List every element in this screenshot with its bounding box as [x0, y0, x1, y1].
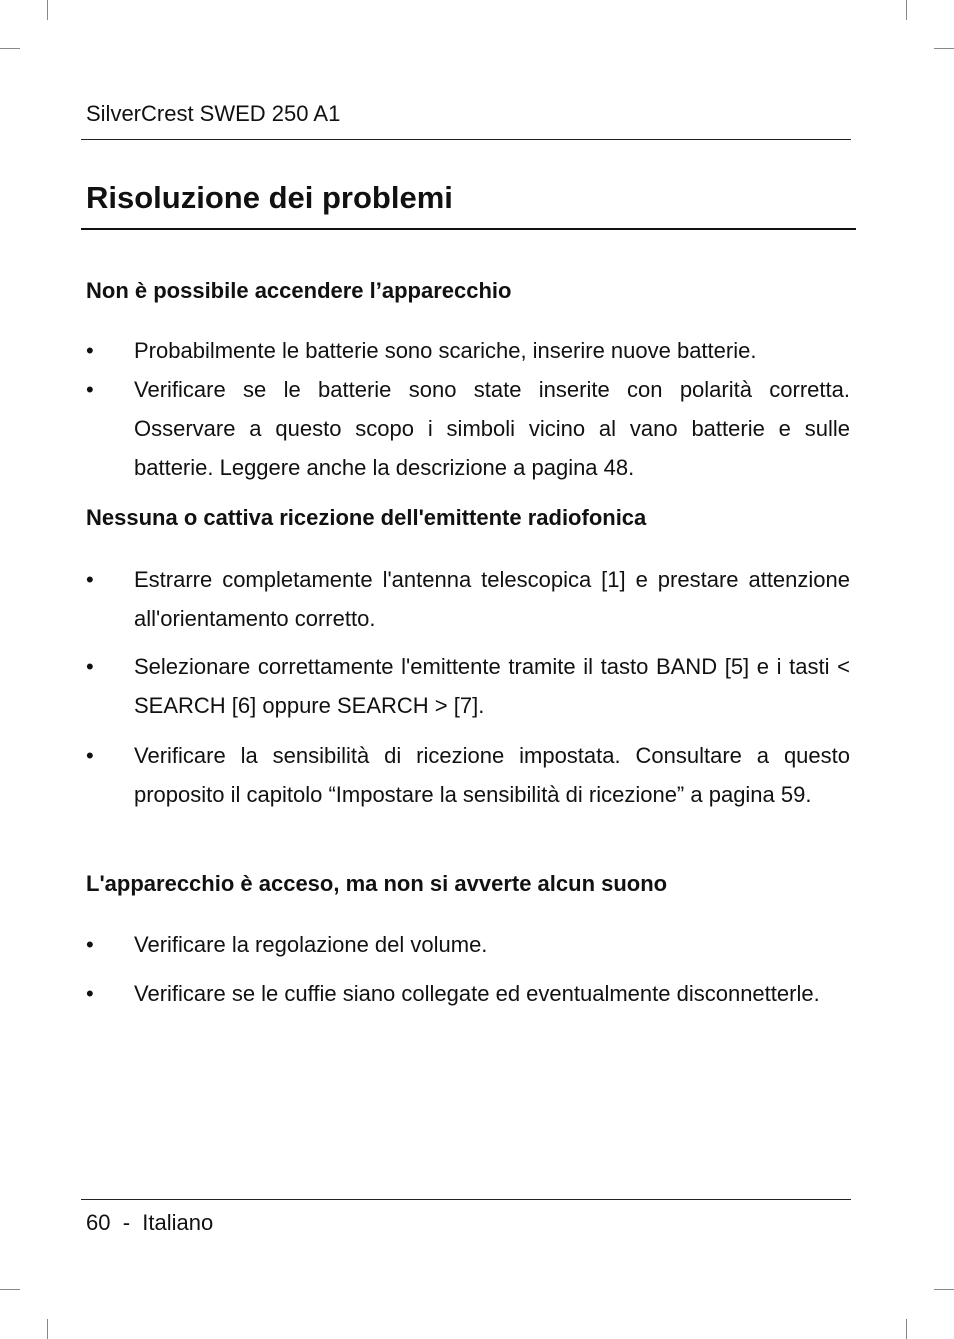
list-item-text: Selezionare correttamente l'emittente tramite il tasto BAND [5] e i tasti < SEARCH [6] oppure SEARCH > [7].: [134, 654, 850, 718]
section-heading: Non è possibile accendere l’apparecchio: [86, 278, 512, 303]
section-heading: L'apparecchio è acceso, ma non si avverte alcun suono: [86, 871, 668, 896]
crop-mark: [906, 0, 907, 20]
list-item: [86, 331, 850, 370]
list-item-text: Verificare la sensibilità di ricezione impostata. Consultare a questo proposito il capitolo “Impostare la sensibilità di ricezione” a pagina 59.: [134, 743, 850, 807]
list-item: [86, 370, 850, 487]
crop-mark: [934, 48, 954, 49]
bullet: •: [86, 377, 94, 402]
crop-mark: [934, 1289, 954, 1290]
list-item: [86, 560, 850, 638]
list-item-text: Probabilmente le batterie sono scariche, inserire nuove batterie.: [134, 338, 757, 363]
crop-mark: [47, 1319, 48, 1339]
section-heading: Nessuna o cattiva ricezione dell'emittente radiofonica: [86, 505, 647, 530]
bullet: •: [86, 654, 94, 679]
list-item-text: Estrarre completamente l'antenna telescopica [1] e prestare attenzione all'orientamento corretto.: [134, 567, 850, 631]
list-item-text: Verificare se le batterie sono state inserite con polarità corretta. Osservare a questo scopo i simboli vicino al vano batterie e sulle batterie. Leggere anche la descrizione a pagina 48.: [134, 377, 850, 480]
crop-mark: [906, 1319, 907, 1339]
crop-mark: [0, 48, 20, 49]
crop-mark: [47, 0, 48, 20]
page-number: 60 - Italiano: [86, 1210, 214, 1235]
bullet: •: [86, 981, 94, 1006]
running-header: SilverCrest SWED 250 A1: [86, 101, 341, 126]
list-item-text: Verificare se le cuffie siano collegate ed eventualmente disconnetterle.: [134, 981, 820, 1006]
bullet: •: [86, 567, 94, 592]
footer-divider: [81, 1199, 851, 1200]
list-item-text: Verificare la regolazione del volume.: [134, 932, 488, 957]
bullet: •: [86, 743, 94, 768]
list-item: [86, 974, 850, 1013]
list-item: [86, 647, 850, 725]
title-divider: [81, 228, 856, 230]
header-divider: [81, 139, 851, 140]
page-title: Risoluzione dei problemi: [86, 180, 453, 215]
bullet: •: [86, 338, 94, 363]
list-item: [86, 736, 850, 814]
bullet: •: [86, 932, 94, 957]
crop-mark: [0, 1289, 20, 1290]
list-item: [86, 925, 850, 964]
